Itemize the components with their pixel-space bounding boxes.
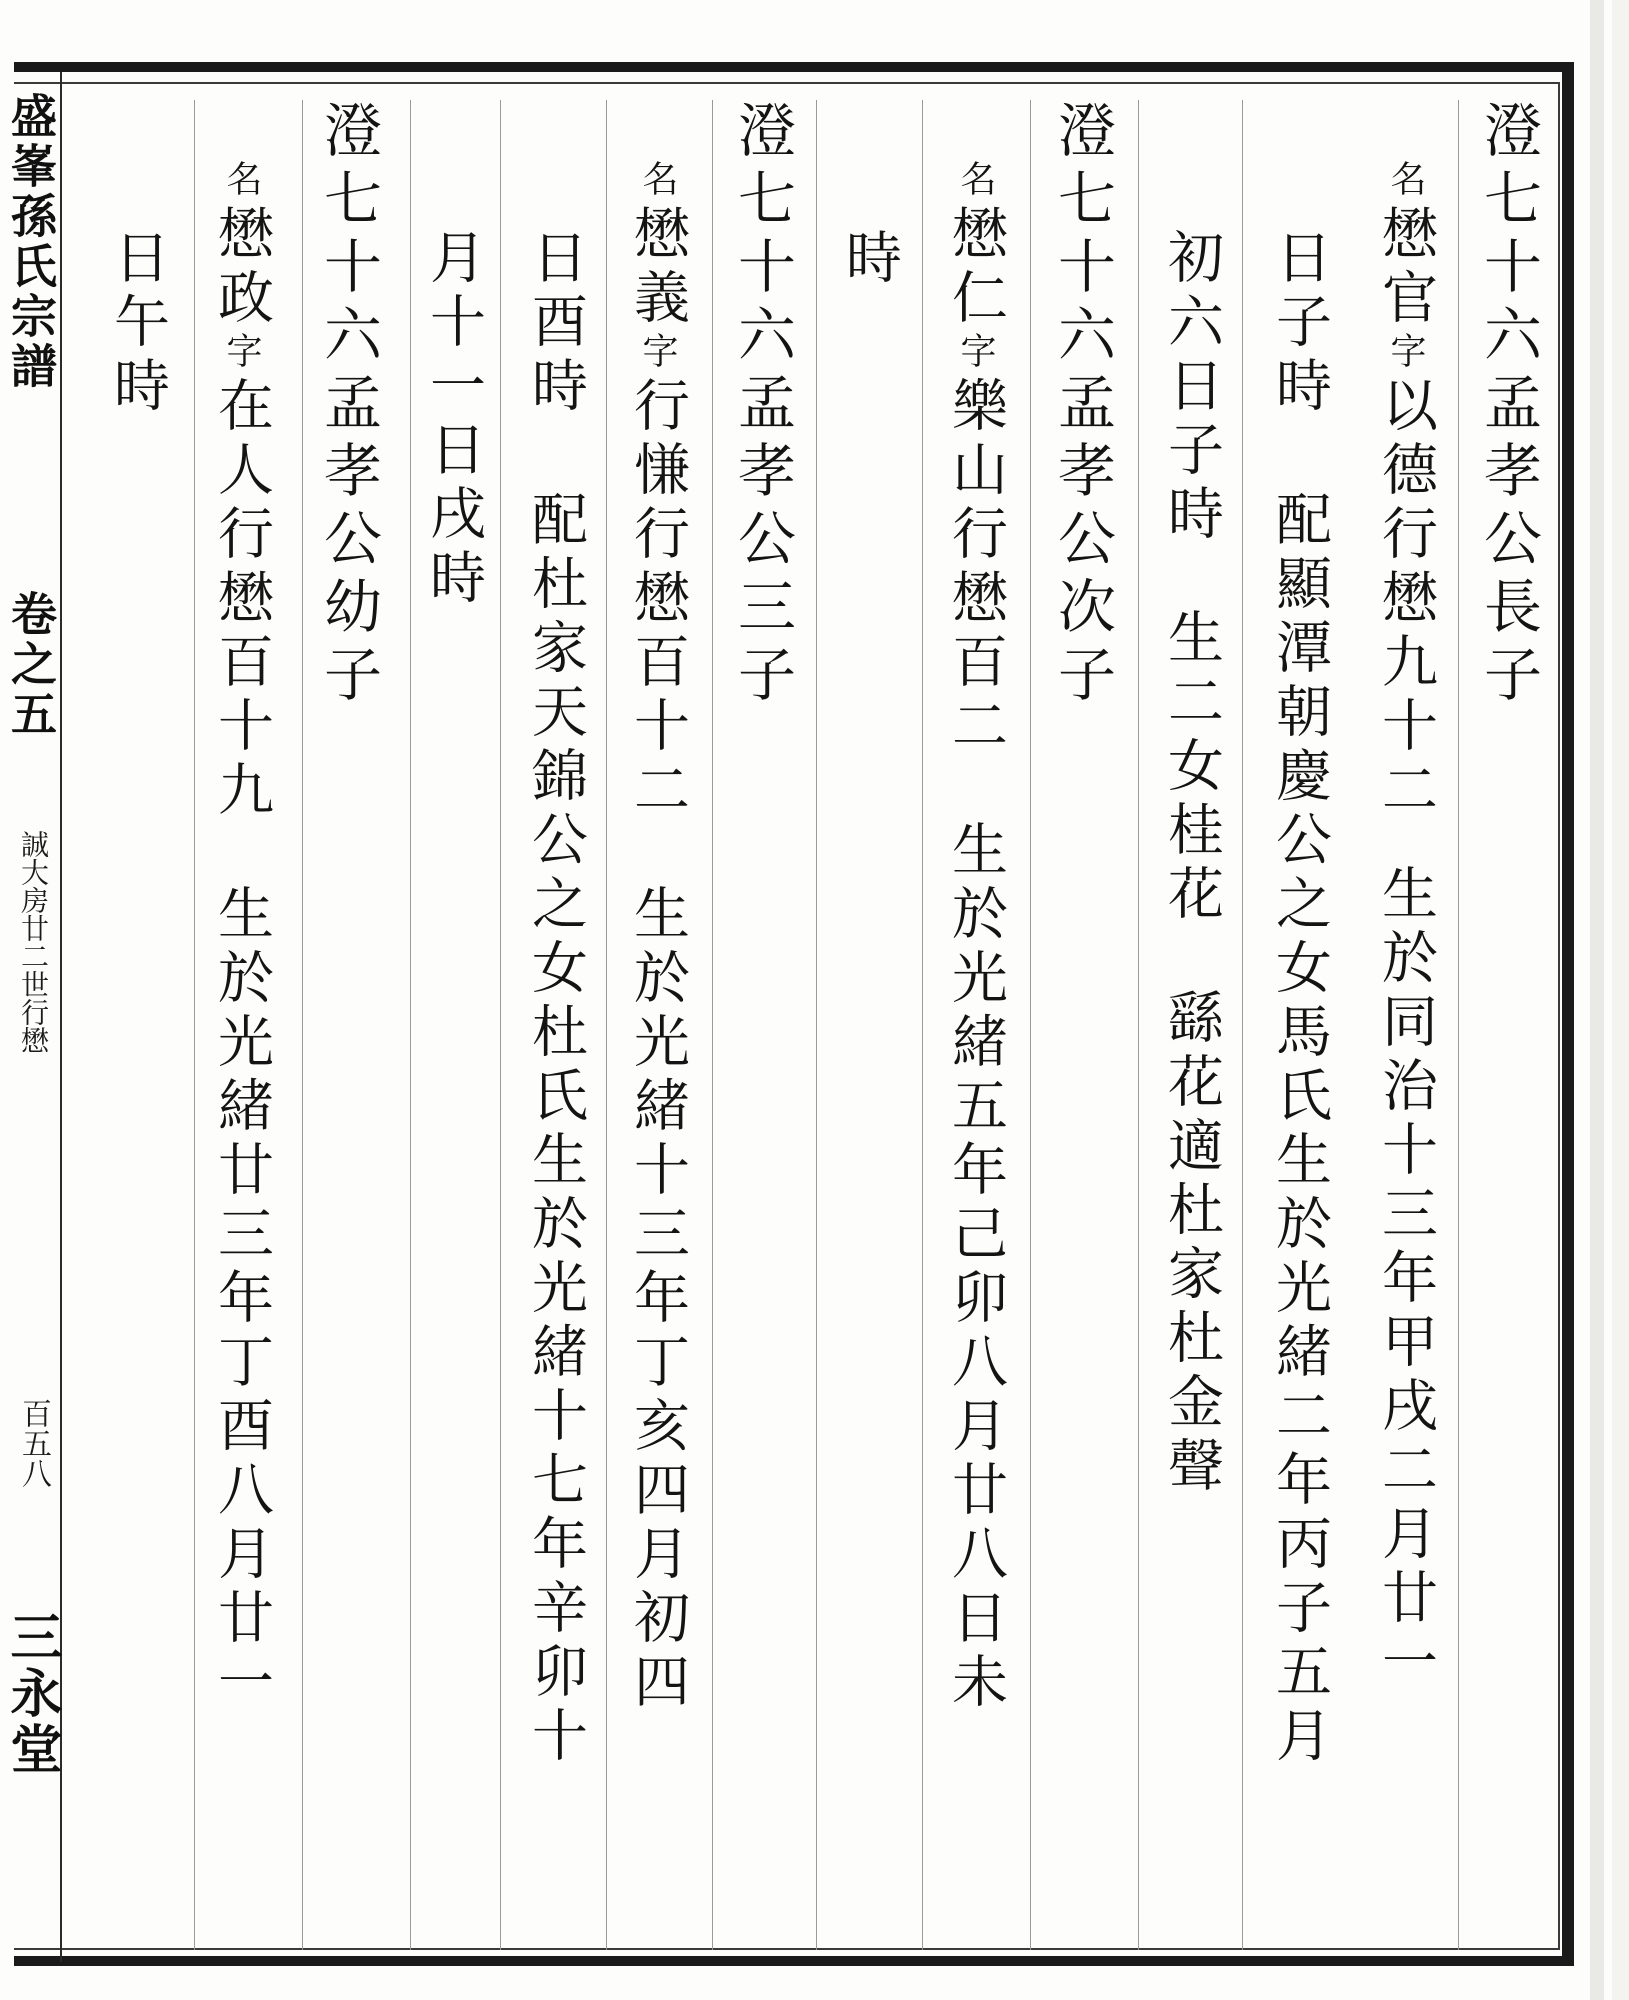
entry-2-line-2: [837, 228, 902, 292]
entry-2-name-column: [943, 160, 1008, 1716]
column-divider: [922, 100, 923, 1950]
courtesy-and-rank: 以德行懋九十二: [1373, 376, 1438, 824]
spine-hall-name: 三永堂: [1, 1610, 62, 1778]
column-divider: [1242, 100, 1243, 1950]
courtesy-label: 字: [221, 332, 262, 376]
given-name: 懋官: [1373, 204, 1438, 332]
birth-record: 生於光緒五年己卯八月廿八日未: [943, 820, 1008, 1716]
entry-1-name-column: [1373, 160, 1438, 1696]
column-divider: [302, 100, 303, 1950]
page-edge-strip: [1590, 0, 1604, 2000]
spine-branch: 誠大房廿二世行懋: [17, 830, 50, 1054]
courtesy-and-rank: 在人行懋百十九: [209, 376, 274, 824]
spouse-record: 配顯潭朝慶公之女馬氏生於光緒二年丙子五月: [1267, 490, 1332, 1770]
spine-title: 盛峯孫氏宗譜: [4, 92, 58, 392]
column-divider: [1138, 100, 1139, 1950]
entry-1-heading: 澄七十六孟孝公長子: [1474, 100, 1542, 712]
birth-hour: 日子時: [1267, 228, 1332, 420]
spouse-record: 配杜家天錦公之女杜氏生於光緒十七年辛卯十: [523, 490, 588, 1770]
birth-record: 生於光緒十三年丁亥四月初四: [625, 884, 690, 1716]
courtesy-label: 字: [1385, 332, 1426, 376]
spine-volume: 卷之五: [4, 590, 58, 740]
column-divider: [816, 100, 817, 1950]
entry-3-line-2: [523, 228, 588, 1770]
spouse-birth-hour: 月十一日戌時: [421, 228, 486, 612]
entry-3-heading: 澄七十六孟孝公三子: [728, 100, 796, 712]
name-label: 名: [637, 160, 678, 204]
entry-3-line-3: [421, 228, 486, 612]
birth-hour: 時: [837, 228, 902, 292]
birth-record: 生於光緒廿三年丁酉八月廿一: [209, 884, 274, 1716]
children-record: 生二女桂花: [1159, 608, 1224, 928]
entry-1-line-3: [1159, 228, 1224, 1500]
name-label: 名: [1385, 160, 1426, 204]
entry-4-line-2: [105, 228, 170, 420]
page-edge-strip: [1612, 0, 1629, 2000]
column-divider: [712, 100, 713, 1950]
entry-4-heading: 澄七十六孟孝公幼子: [314, 100, 382, 712]
entry-2-heading: 澄七十六孟孝公次子: [1048, 100, 1116, 712]
column-divider: [500, 100, 501, 1950]
column-divider: [1030, 100, 1031, 1950]
courtesy-label: 字: [637, 332, 678, 376]
column-divider: [1458, 100, 1459, 1950]
name-label: 名: [955, 160, 996, 204]
spine-page-number: 百五八: [16, 1398, 51, 1488]
courtesy-and-rank: 行慊行懋百十二: [625, 376, 690, 824]
column-divider: [194, 100, 195, 1950]
given-name: 懋政: [209, 204, 274, 332]
given-name: 懋義: [625, 204, 690, 332]
given-name: 懋仁: [943, 204, 1008, 332]
birth-hour: 日午時: [105, 228, 170, 420]
daughter-marriage: 繇花適杜家杜金聲: [1159, 988, 1224, 1500]
entry-1-line-2: [1267, 228, 1332, 1770]
entry-3-name-column: [625, 160, 690, 1716]
column-divider: [410, 100, 411, 1950]
birth-hour: 日酉時: [523, 228, 588, 420]
spouse-birth-hour: 初六日子時: [1159, 228, 1224, 548]
courtesy-and-rank: 樂山行懋百二: [943, 376, 1008, 760]
courtesy-label: 字: [955, 332, 996, 376]
entry-4-name-column: [209, 160, 274, 1716]
birth-record: 生於同治十三年甲戌二月廿一: [1373, 864, 1438, 1696]
column-divider: [606, 100, 607, 1950]
name-label: 名: [221, 160, 262, 204]
